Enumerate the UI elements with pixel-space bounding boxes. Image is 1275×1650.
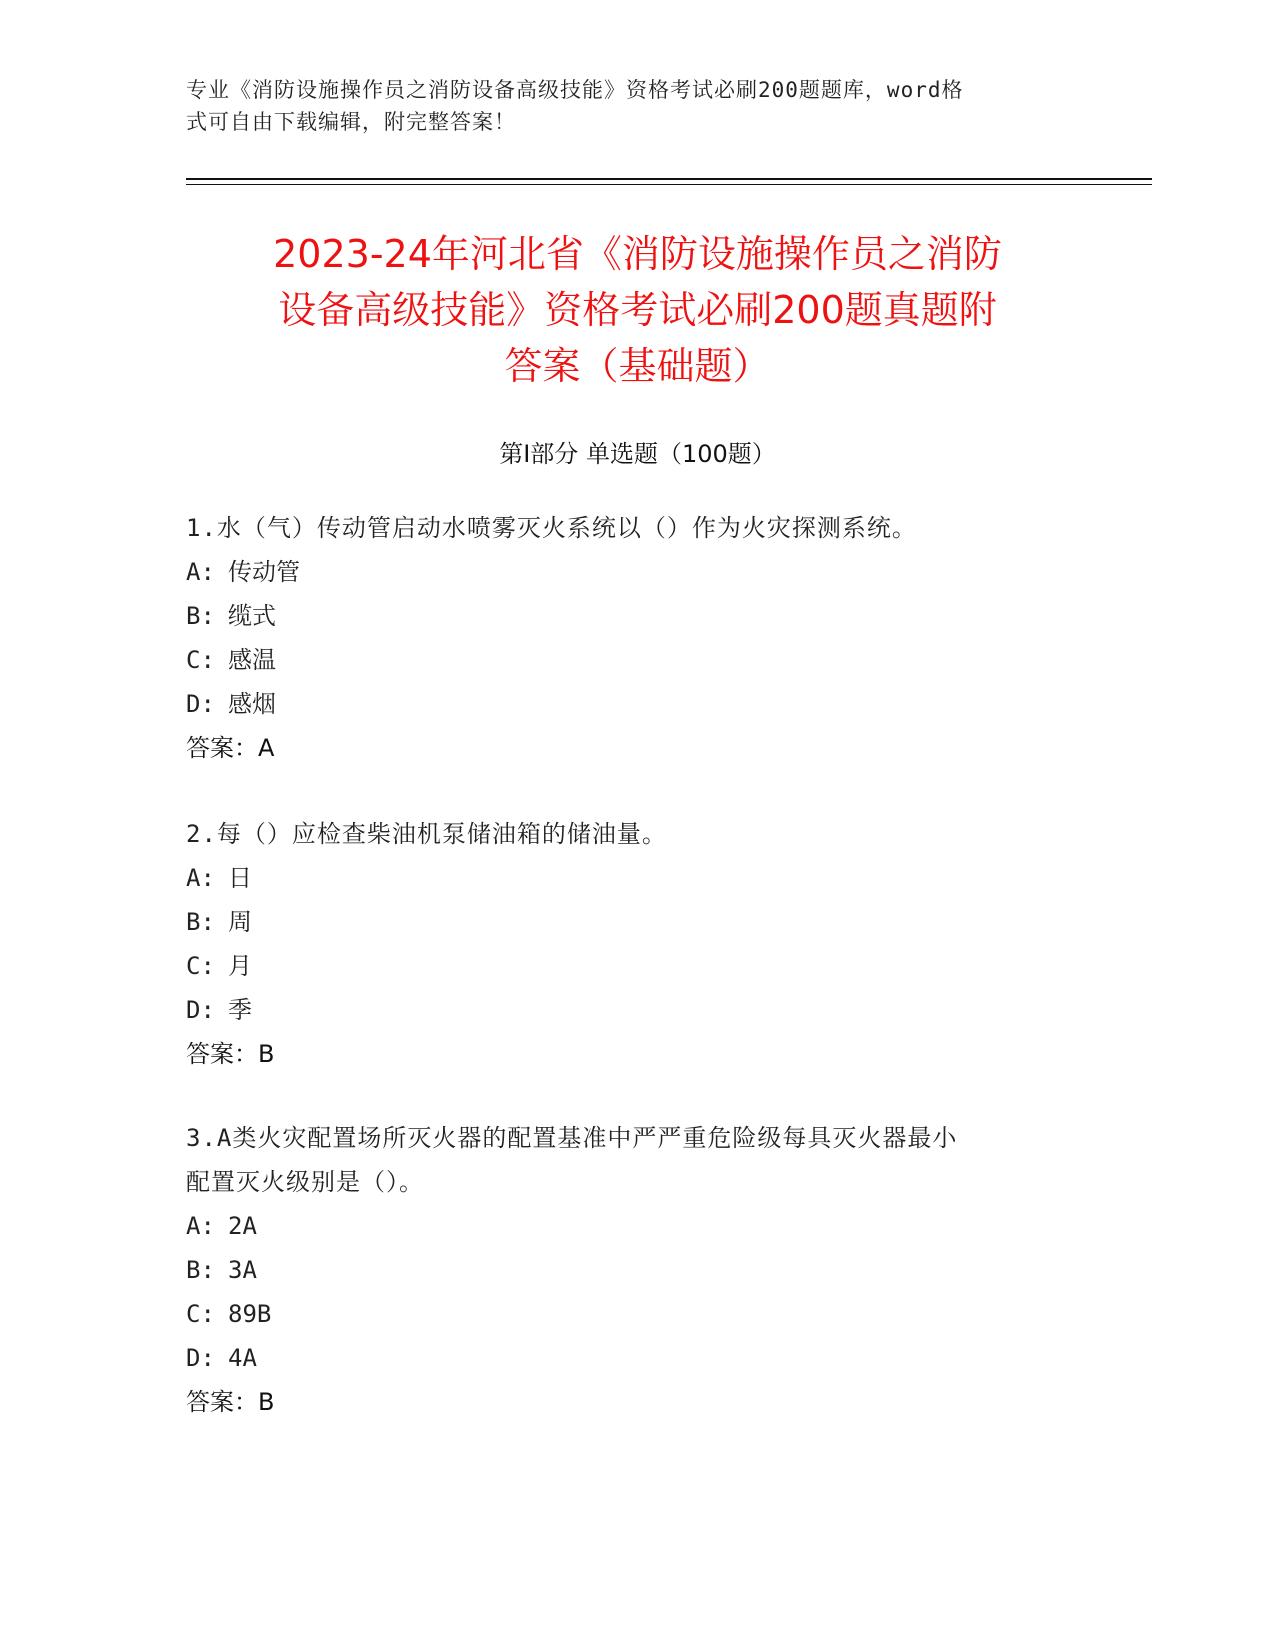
option-key: B:	[186, 602, 215, 630]
option-text: 3A	[228, 1256, 257, 1284]
option-text: 2A	[228, 1212, 257, 1240]
question-2	[186, 812, 1086, 1076]
option-a	[186, 550, 1086, 594]
document-title	[150, 226, 1125, 394]
option-text: 4A	[228, 1344, 257, 1372]
question-stem: 1.水（气）传动管启动水喷雾灭火系统以（）作为火灾探测系统。	[186, 514, 917, 542]
option-key: D:	[186, 690, 215, 718]
option-key: A:	[186, 1212, 215, 1240]
option-d	[186, 1336, 1086, 1380]
option-b	[186, 594, 1086, 638]
option-key: A:	[186, 864, 215, 892]
option-key: C:	[186, 1300, 215, 1328]
option-a	[186, 856, 1086, 900]
section-heading: 第Ⅰ部分 单选题（100题）	[499, 440, 776, 468]
header-note-line-1: 专业《消防设施操作员之消防设备高级技能》资格考试必刷200题题库，word格	[186, 78, 964, 102]
document-title-line-3: 答案（基础题）	[504, 344, 771, 388]
option-key: B:	[186, 908, 215, 936]
option-d	[186, 682, 1086, 726]
option-text: 感温	[228, 646, 276, 674]
question-stem-line-2: 配置灭火级别是（）。	[186, 1168, 424, 1196]
document-title-line-1: 2023-24年河北省《消防设施操作员之消防	[273, 232, 1002, 276]
question-3	[186, 1116, 1086, 1424]
header-divider-thin	[186, 184, 1152, 185]
option-key: D:	[186, 996, 215, 1024]
option-text: 89B	[228, 1300, 272, 1328]
option-text: 日	[228, 864, 252, 892]
question-1	[186, 506, 1086, 770]
document-title-line-2: 设备高级技能》资格考试必刷200题真题附	[278, 288, 997, 332]
option-key: B:	[186, 1256, 215, 1284]
option-key: D:	[186, 1344, 215, 1372]
option-key: A:	[186, 558, 215, 586]
option-key: C:	[186, 952, 215, 980]
option-c	[186, 1292, 1086, 1336]
option-c	[186, 944, 1086, 988]
answer-line: 答案：B	[186, 1040, 275, 1068]
option-b	[186, 900, 1086, 944]
option-a	[186, 1204, 1086, 1248]
answer-line: 答案：A	[186, 734, 275, 762]
header-divider-thick	[186, 178, 1152, 180]
question-stem: 2.每（）应检查柴油机泵储油箱的储油量。	[186, 820, 667, 848]
option-b	[186, 1248, 1086, 1292]
option-text: 周	[228, 908, 252, 936]
option-text: 月	[228, 952, 252, 980]
option-text: 传动管	[228, 558, 300, 586]
answer-line: 答案：B	[186, 1388, 275, 1416]
question-stem-line-1: 3.A类火灾配置场所灭火器的配置基准中严严重危险级每具灭火器最小	[186, 1124, 958, 1152]
option-text: 感烟	[228, 690, 276, 718]
option-d	[186, 988, 1086, 1032]
header-note-line-2: 式可自由下载编辑，附完整答案！	[186, 110, 516, 134]
header-note	[186, 74, 1086, 138]
option-c	[186, 638, 1086, 682]
option-key: C:	[186, 646, 215, 674]
option-text: 缆式	[228, 602, 276, 630]
option-text: 季	[228, 996, 252, 1024]
